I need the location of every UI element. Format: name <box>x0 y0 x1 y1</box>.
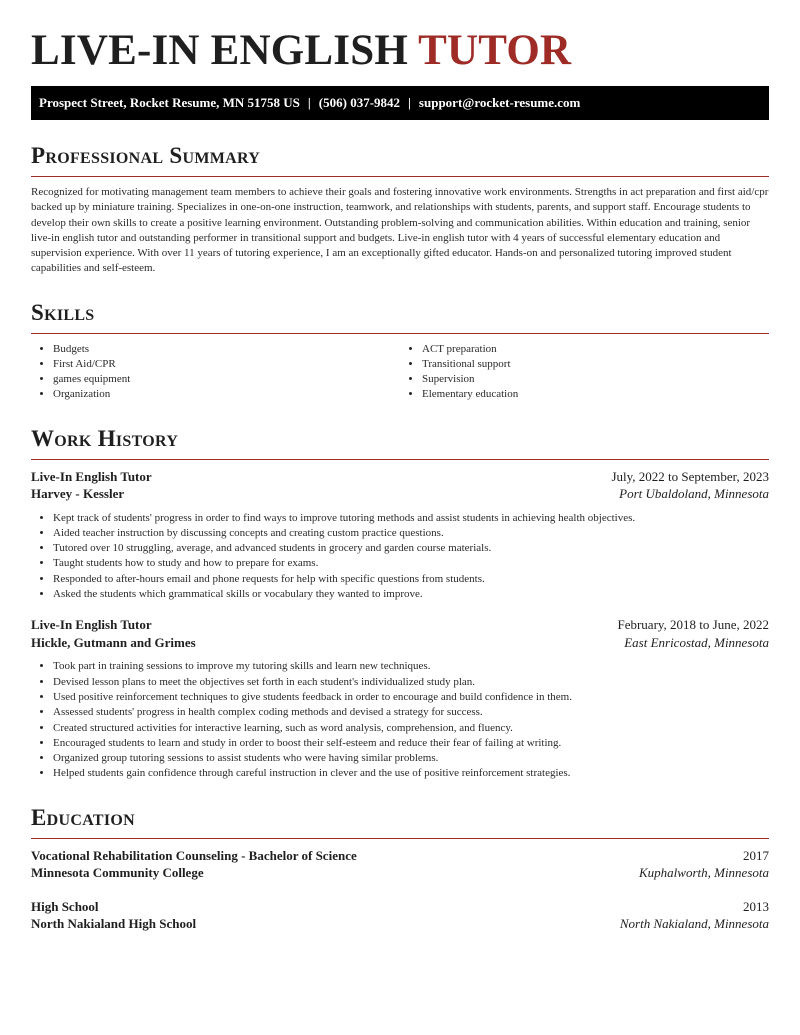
name-main: LIVE-IN ENGLISH <box>31 27 408 74</box>
skill-item: • games equipment <box>53 372 400 387</box>
skills-list <box>31 342 769 403</box>
job-location: East Enricostad, Minnesota <box>624 634 769 650</box>
job-employer: Hickle, Gutmann and Grimes <box>31 634 196 650</box>
duty-item: • Helped students gain confidence through careful instruction in clever and the use of positive reinforcement strategies. <box>53 766 769 781</box>
job-title: Live-In English Tutor <box>31 617 152 633</box>
name-accent: TUTOR <box>418 27 572 74</box>
duty-item: • Used positive reinforcement techniques to give students feedback in order to encourage and build confidence in them. <box>53 690 769 705</box>
skill-item: • ACT preparation <box>422 342 769 357</box>
edu-school: North Nakialand High School <box>31 916 197 932</box>
skills-heading: Skills <box>31 299 95 325</box>
job-location: Port Ubaldoland, Minnesota <box>619 486 769 502</box>
edu-degree: Vocational Rehabilitation Counseling - Bachelor of Science <box>31 847 357 863</box>
edu-year: 2017 <box>743 847 769 863</box>
duty-item: • Asked the students which grammatical skills or vocabulary they wanted to improve. <box>53 587 769 602</box>
resume-name <box>31 26 769 76</box>
duty-item: • Encouraged students to learn and study in order to boost their self-esteem and reduce their fear of failing at writing. <box>53 736 769 751</box>
duty-item: • Devised lesson plans to meet the objectives set forth in each student's individualized study plan. <box>53 675 769 690</box>
job-duties <box>31 659 769 781</box>
duty-item: • Organized group tutoring sessions to assist students who were having similar problems. <box>53 751 769 766</box>
duty-item: • Took part in training sessions to improve my tutoring skills and learn new techniques. <box>53 659 769 674</box>
work-heading: Work History <box>31 425 179 451</box>
job-dates: July, 2022 to September, 2023 <box>611 468 769 484</box>
skill-item: • Elementary education <box>422 387 769 402</box>
edu-school: Minnesota Community College <box>31 865 204 881</box>
skill-item: • Budgets <box>53 342 400 357</box>
skill-item: • Supervision <box>422 372 769 387</box>
skill-item: • Transitional support <box>422 357 769 372</box>
education-heading: Education <box>31 804 135 830</box>
contact-bar <box>31 86 769 120</box>
skill-item: • Organization <box>53 387 400 402</box>
contact-separator: | <box>307 95 311 110</box>
job-entry <box>31 616 769 781</box>
duty-item: • Aided teacher instruction by discussing concepts and creating custom practice questions. <box>53 526 769 541</box>
edu-location: North Nakialand, Minnesota <box>619 916 769 932</box>
section-divider <box>31 838 769 839</box>
job-dates: February, 2018 to June, 2022 <box>617 617 769 633</box>
edu-year: 2013 <box>743 898 769 914</box>
contact-address: Prospect Street, Rocket Resume, MN 51758 US <box>39 95 300 110</box>
education-entry <box>31 898 769 933</box>
education-entry <box>31 847 769 882</box>
edu-degree: High School <box>31 898 99 914</box>
skill-item: • First Aid/CPR <box>53 357 400 372</box>
duty-item: • Kept track of students' progress in order to find ways to improve tutoring methods and assist students in achieving health objectives. <box>53 511 769 526</box>
skills-column-left <box>31 342 400 403</box>
section-divider <box>31 333 769 334</box>
summary-text: Recognized for motivating management team members to achieve their goals and fostering innovative work environments. Strengths in act preparation and first aid/cpr backed up by miniature training. Specializes in one-on-one instruction, teamwork, and relationships with students, parents, and support staff. Encourage students to develop their own skills to create a positive learning environment. Outstanding problem-solving and communication abilities. Within education and training, senior live-in english tutor and outstanding performer in transitional support and budgets. Live-in english tutor with 4 years of successful elementary education and supervision experience. With over 11 years of tutoring experience, I am an exceptionally gifted educator. Hands-on and personalized tutoring improved student capabilities and self-esteem. <box>31 186 769 275</box>
summary-heading: Professional Summary <box>31 143 261 168</box>
duty-item: • Taught students how to study and how to prepare for exams. <box>53 556 769 571</box>
job-title: Live-In English Tutor <box>31 468 152 484</box>
duty-item: • Responded to after-hours email and phone requests for help with specific questions from students. <box>53 572 769 587</box>
section-divider <box>31 459 769 460</box>
duty-item: • Tutored over 10 struggling, average, and advanced students in grocery and garden course materials. <box>53 541 769 556</box>
contact-phone: (506) 037-9842 <box>318 95 401 110</box>
job-duties <box>31 511 769 603</box>
section-divider <box>31 176 769 177</box>
duty-item: • Assessed students' progress in health complex coding methods and devised a strategy for success. <box>53 705 769 720</box>
contact-email[interactable]: support@rocket-resume.com <box>418 95 581 110</box>
skills-column-right <box>400 342 769 403</box>
edu-location: Kuphalworth, Minnesota <box>638 865 769 881</box>
job-entry <box>31 468 769 603</box>
job-employer: Harvey - Kessler <box>31 486 125 502</box>
duty-item: • Created structured activities for interactive learning, such as word analysis, comprehension, and fluency. <box>53 721 769 736</box>
contact-separator: | <box>408 95 411 110</box>
